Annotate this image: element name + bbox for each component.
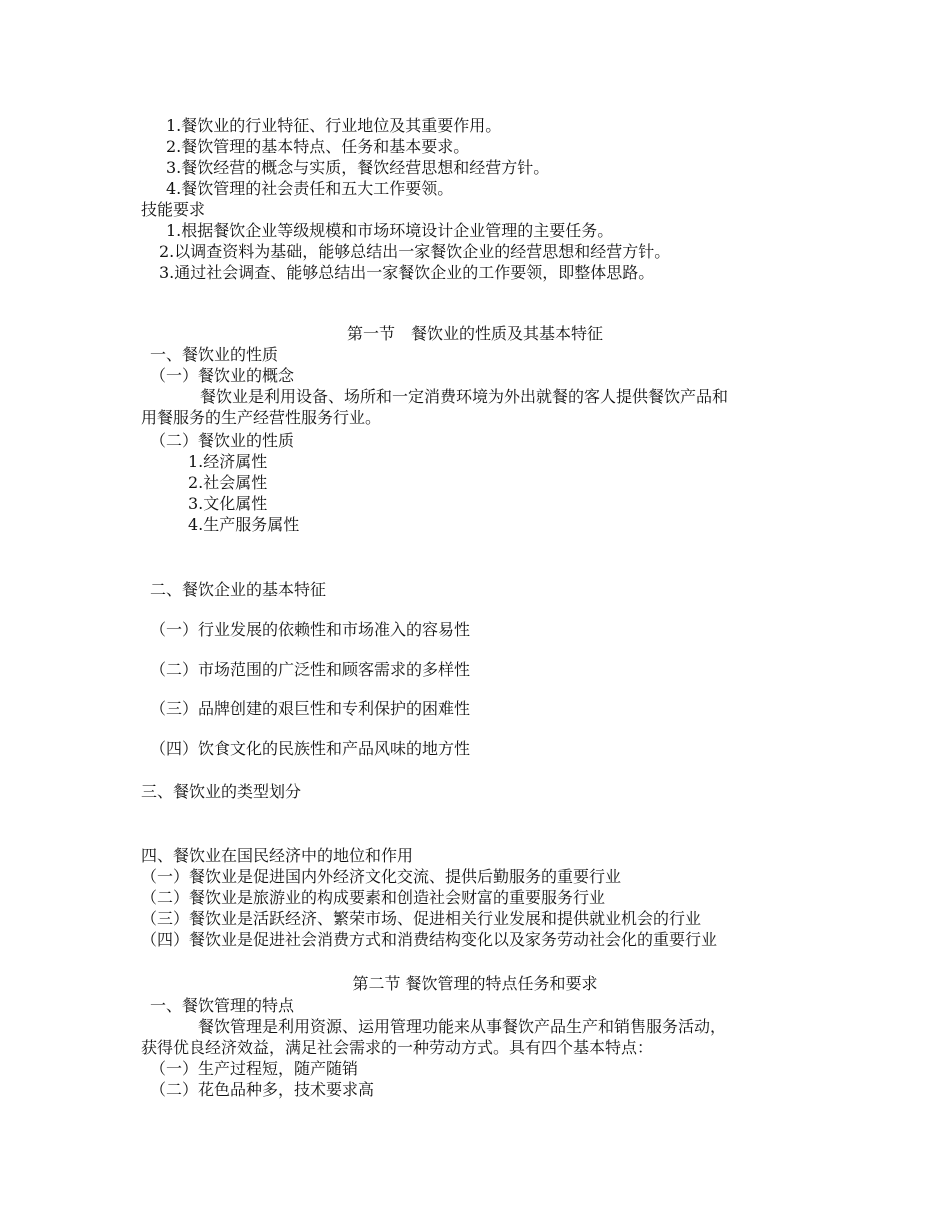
role-item-3: （三）餐饮业是活跃经济、繁荣市场、促进相关行业发展和提供就业机会的行业	[141, 909, 702, 928]
feature-item-1: （一）行业发展的依赖性和市场准入的容易性	[150, 620, 471, 639]
feature-item-4: （四）饮食文化的民族性和产品风味的地方性	[150, 739, 471, 758]
feature-item-3: （三）品牌创建的艰巨性和专利保护的困难性	[150, 699, 471, 718]
skills-heading: 技能要求	[141, 200, 206, 219]
role-item-4: （四）餐饮业是促进社会消费方式和消费结构变化以及家务劳动社会化的重要行业	[141, 930, 718, 949]
property-item-1: 1.经济属性	[188, 452, 268, 471]
section1-part4-heading: 四、餐饮业在国民经济中的地位和作用	[141, 846, 414, 865]
section1-sub1-para-line2: 用餐服务的生产经营性服务行业。	[141, 408, 382, 427]
section1-part3-heading: 三、餐饮业的类型划分	[141, 782, 302, 801]
section1-sub1-heading: （一）餐饮业的概念	[150, 366, 295, 385]
role-item-2: （二）餐饮业是旅游业的构成要素和创造社会财富的重要服务行业	[141, 888, 606, 907]
section1-sub2-heading: （二）餐饮业的性质	[150, 431, 295, 450]
knowledge-item-2: 2.餐饮管理的基本特点、任务和基本要求。	[166, 137, 470, 156]
property-item-4: 4.生产服务属性	[188, 515, 300, 534]
knowledge-item-4: 4.餐饮管理的社会责任和五大工作要领。	[166, 179, 454, 198]
property-item-2: 2.社会属性	[188, 473, 268, 492]
knowledge-item-1: 1.餐饮业的行业特征、行业地位及其重要作用。	[166, 116, 502, 135]
section2-para-line1: 餐饮管理是利用资源、运用管理功能来从事餐饮产品生产和销售服务活动，	[198, 1017, 727, 1036]
section2-para-line2: 获得优良经济效益，满足社会需求的一种劳动方式。具有四个基本特点：	[141, 1038, 654, 1057]
role-item-1: （一）餐饮业是促进国内外经济文化交流、提供后勤服务的重要行业	[141, 867, 622, 886]
section1-title: 第一节 餐饮业的性质及其基本特征	[346, 324, 603, 343]
feature-item-2: （二）市场范围的广泛性和顾客需求的多样性	[150, 660, 471, 679]
skill-item-3: 3.通过社会调查、能够总结出一家餐饮企业的工作要领，即整体思路。	[159, 263, 655, 282]
knowledge-item-3: 3.餐饮经营的概念与实质，餐饮经营思想和经营方针。	[166, 158, 550, 177]
section1-sub1-para-line1: 餐饮业是利用设备、场所和一定消费环境为外出就餐的客人提供餐饮产品和	[200, 387, 729, 406]
mgmt-feature-item-1: （一）生产过程短，随产随销	[150, 1059, 359, 1078]
section2-part1-heading: 一、餐饮管理的特点	[150, 996, 295, 1015]
skill-item-2: 2.以调查资料为基础，能够总结出一家餐饮企业的经营思想和经营方针。	[159, 242, 671, 261]
skill-item-1: 1.根据餐饮企业等级规模和市场环境设计企业管理的主要任务。	[166, 221, 614, 240]
section2-title: 第二节 餐饮管理的特点任务和要求	[352, 974, 598, 993]
mgmt-feature-item-2: （二）花色品种多，技术要求高	[150, 1080, 375, 1099]
section1-part2-heading: 二、餐饮企业的基本特征	[150, 580, 327, 599]
property-item-3: 3.文化属性	[188, 494, 268, 513]
section1-part1-heading: 一、餐饮业的性质	[150, 345, 279, 364]
